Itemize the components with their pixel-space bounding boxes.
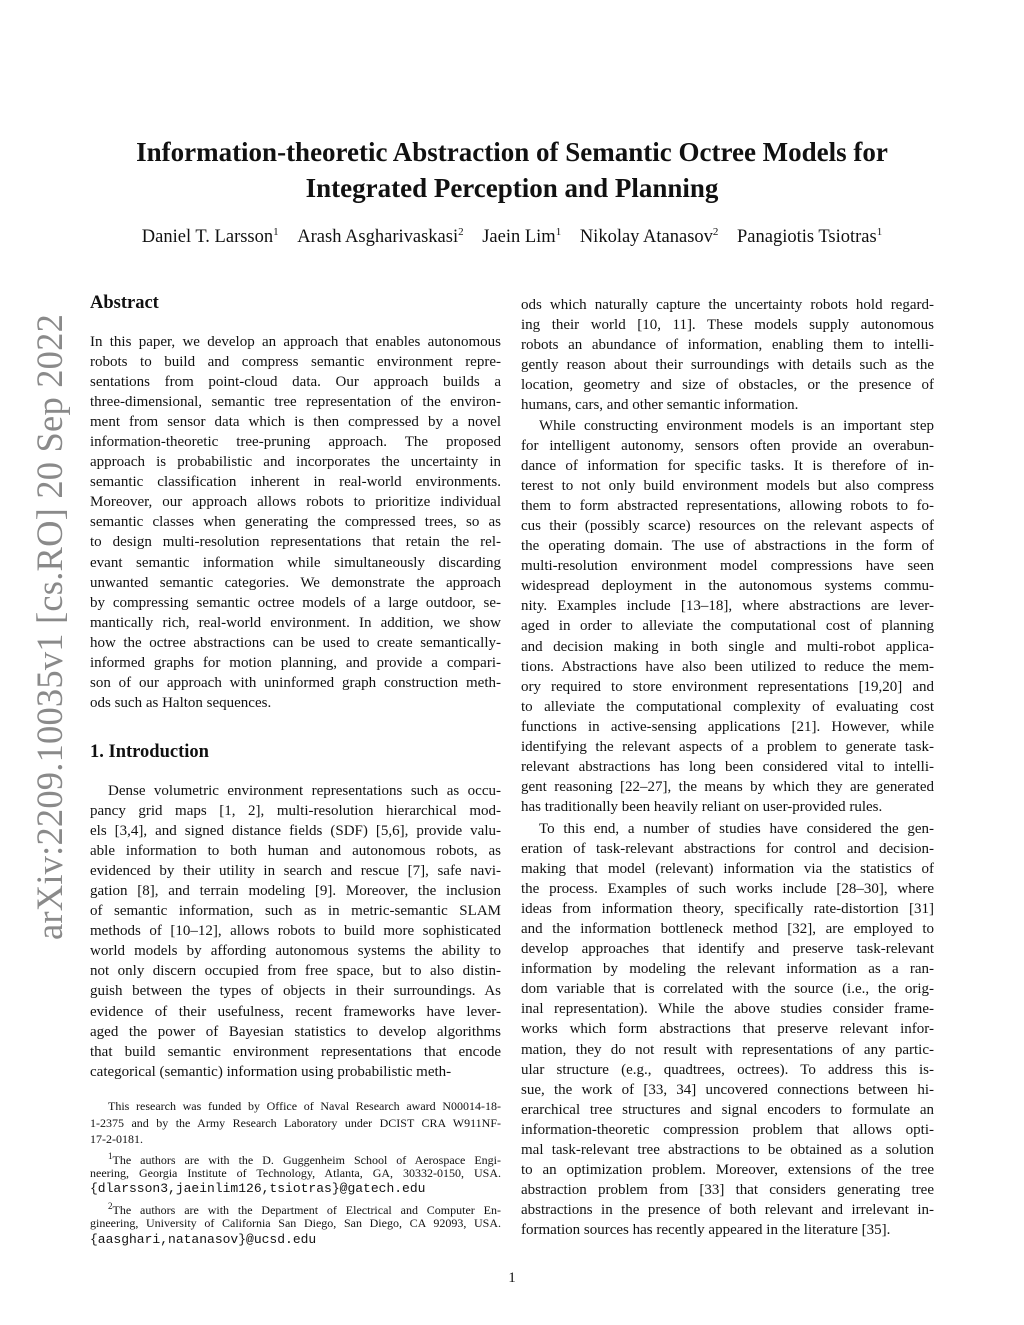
text-line: making that model (relevant) information via the statistics of: [521, 861, 934, 878]
author: Arash Asgharivaskasi$^2$: [297, 226, 464, 247]
text-line: mal task-relevant tree abstractions to be obtained as a solution: [521, 1141, 934, 1158]
affiliation-footnote-2: [90, 1198, 501, 1248]
text-line: dance of information for specific tasks. It is therefore of in-: [521, 458, 934, 475]
text-line: evant semantic information while simultaneously discarding: [90, 554, 501, 571]
text-line: dom variable that is correlated with the source (i.e., the orig-: [521, 981, 934, 998]
text-line: Dense volumetric environment representations such as occu-: [108, 783, 501, 799]
text-line: cus their (possibly scarce) resources on the relevant aspects of: [521, 518, 934, 535]
text-line: information-theoretic compression problem that allows opti-: [521, 1121, 934, 1138]
text-line: aged in order to alleviate the computational cost of planning: [521, 618, 934, 635]
text-line: that build semantic environment representations that encode: [90, 1043, 501, 1060]
footnote-line: $^1$The authors are with the D. Guggenheim School of Aerospace Engi-: [108, 1151, 501, 1168]
text-line: erarchical tree structures and signal encoders to formulate an: [521, 1101, 934, 1118]
text-line: not only discern occupied from free space, but to also distin-: [90, 963, 501, 980]
text-line: methods of [10–12], allows robots to build more sophisticated: [90, 923, 501, 940]
text-line: information-theoretic tree-pruning approach. The proposed: [90, 434, 501, 451]
arxiv-identifier: arXiv:2209.10035v1 [cs.RO] 20 Sep 2022: [29, 313, 70, 940]
title-line: Information-theoretic Abstraction of Semantic Octree Models for: [136, 137, 888, 167]
paper-title: [80, 134, 944, 206]
author: Panagiotis Tsiotras$^1$: [737, 226, 883, 247]
introduction-body: [90, 781, 501, 1082]
text-line: three-dimensional, semantic tree representation of the environ-: [90, 394, 501, 411]
text-line: categorical (semantic) information using probabilistic meth-: [90, 1063, 452, 1080]
footnotes: [90, 1098, 501, 1248]
text-line: abstractions in the presence of both relevant and irrelevant in-: [521, 1201, 934, 1218]
footnote-line: gineering, University of California San Diego, San Diego, CA 92093, USA.: [90, 1215, 501, 1230]
text-line: ment from sensor data which is then compressed by a novel: [90, 414, 501, 431]
text-line: by compressing semantic octree models of a large outdoor, se-: [90, 594, 501, 611]
text-line: has traditionally been heavily reliant on user-provided rules.: [521, 798, 883, 815]
author: Nikolay Atanasov$^2$: [579, 226, 719, 247]
title-line: Integrated Perception and Planning: [305, 173, 719, 203]
text-line: ular structure (e.g., quadtrees, octrees). To address this is-: [521, 1061, 934, 1078]
affiliation-footnote-1: [90, 1148, 501, 1198]
text-line: aged the power of Bayesian statistics to develop algorithms: [90, 1023, 501, 1040]
text-line: to an optimization problem. Moreover, extensions of the tree: [521, 1161, 934, 1178]
text-line: location, geometry and size of obstacles, or the presence of: [521, 377, 934, 394]
text-line: sentations from point-cloud data. Our approach builds a: [90, 374, 501, 391]
funding-footnote: [90, 1098, 501, 1148]
text-line: gently reason about their surroundings with details such as the: [521, 357, 934, 374]
text-line: els [3,4], and signed distance fields (SDF) [5,6], provide valu-: [90, 823, 501, 840]
text-line: humans, cars, and other semantic information.: [521, 397, 799, 414]
text-line: develop approaches that identify and preserve task-relevant: [521, 941, 934, 958]
text-line: In this paper, we develop an approach that enables autonomous: [90, 334, 501, 350]
text-line: gent reasoning [22–27], the means by which they are generated: [521, 778, 934, 795]
text-line: mantically rich, real-world environment. In addition, we show: [90, 614, 501, 631]
text-line: semantic classification inherent in real-world environments.: [90, 474, 501, 491]
text-line: abstraction problem from [33] that considers generating tree: [521, 1181, 934, 1198]
text-line: ing their world [10, 11]. These models supply autonomous: [521, 317, 934, 334]
introduction-heading: 1. Introduction: [90, 742, 209, 762]
text-line: sue, the work of [33, 34] uncovered connections between hi-: [521, 1081, 934, 1098]
text-line: information by modeling the relevant information as a ran-: [521, 961, 934, 978]
text-line: nity. Examples include [13–18], where abstractions are lever-: [521, 598, 934, 615]
text-line: able information to both human and autonomous robots, as: [90, 843, 501, 860]
email-address: {aasghari,natanasov}@ucsd.edu: [90, 1231, 317, 1247]
paragraph: [521, 819, 934, 1240]
text-line: son of our approach with uninformed graph construction meth-: [90, 674, 501, 691]
text-line: to alleviate the computational complexity of evaluating cost: [521, 698, 934, 715]
text-line: 17-2-0181.: [90, 1132, 143, 1147]
text-line: 1-2375 and by the Army Research Laboratory under DCIST CRA W911NF-: [90, 1115, 501, 1130]
text-line: identifying the relevant aspects of a problem to generate task-: [521, 738, 934, 755]
text-line: ods which naturally capture the uncertainty robots hold regard-: [521, 297, 934, 313]
text-line: them to form abstracted representations, allowing robots to fo-: [521, 498, 934, 515]
text-line: widespread deployment in the autonomous systems commu-: [521, 578, 934, 595]
footnote-line: $^2$The authors are with the Department of Electrical and Computer En-: [108, 1201, 501, 1218]
author-list: [60, 227, 964, 248]
text-line: and the information bottleneck method [32], are employed to: [521, 921, 934, 938]
text-line: the operating domain. The use of abstractions in the form of: [521, 538, 934, 555]
text-line: multi-resolution environment model compressions have seen: [521, 558, 934, 575]
text-line: terest to not only build environment models but also compress: [521, 478, 934, 495]
text-line: evidence of their usefulness, recent frameworks have lever-: [90, 1003, 501, 1020]
footnote-line: neering, Georgia Institute of Technology, Atlanta, GA, 30332-0150, USA.: [90, 1165, 501, 1180]
text-line: relevant abstractions has long been considered vital to intelli-: [521, 758, 934, 775]
text-line: guish between the types of objects in their surroundings. As: [90, 983, 501, 1000]
text-line: gation [8], and terrain modeling [9]. Moreover, the inclusion: [90, 883, 501, 900]
text-line: unwanted semantic categories. We demonstrate the approach: [90, 574, 501, 591]
text-line: ideas from information theory, specifically rate-distortion [31]: [521, 901, 934, 918]
text-line: and decision making in both single and multi-robot applica-: [521, 638, 934, 655]
text-line: While constructing environment models is an important step: [539, 418, 934, 434]
text-line: works which form abstractions that preserve relevant infor-: [521, 1021, 934, 1038]
abstract-heading: Abstract: [90, 293, 159, 313]
text-line: To this end, a number of studies have considered the gen-: [539, 821, 934, 837]
text-line: informed graphs for motion planning, and provide a compari-: [90, 654, 501, 671]
author: Jaein Lim$^1$: [482, 226, 562, 247]
text-line: mation, they do not result with representations of any partic-: [521, 1041, 934, 1058]
paragraph: [521, 295, 934, 415]
paragraph: [521, 416, 934, 817]
text-line: eration of task-relevant abstractions for control and decision-: [521, 841, 934, 858]
email-address: {dlarsson3,jaeinlim126,tsiotras}@gatech.edu: [90, 1181, 426, 1197]
text-line: This research was funded by Office of Naval Research award N00014-18-: [108, 1099, 501, 1113]
page-number: 1: [508, 1270, 516, 1286]
text-line: ods such as Halton sequences.: [90, 694, 272, 711]
text-line: formation sources has recently appeared in the literature [35].: [521, 1221, 891, 1238]
text-line: pancy grid maps [1, 2], multi-resolution hierarchical mod-: [90, 803, 501, 820]
text-line: robots an abundance of information, enabling them to intelli-: [521, 337, 934, 354]
text-line: semantic classes when generating the compressed trees, so as: [90, 514, 501, 531]
text-line: the process. Examples of such works include [28–30], where: [521, 881, 934, 898]
text-line: robots to build and compress semantic environment repre-: [90, 354, 501, 371]
text-line: tions. Abstractions have also been utilized to reduce the mem-: [521, 658, 934, 675]
text-line: to design multi-resolution representations that retain the rel-: [90, 534, 501, 551]
text-line: inal representation). While the above studies consider frame-: [521, 1001, 934, 1018]
text-line: ory required to store environment representations [19,20] and: [521, 678, 934, 695]
text-line: approach is probabilistic and incorporates the uncertainty in: [90, 454, 501, 471]
text-line: world models by affording autonomous systems the ability to: [90, 943, 501, 960]
text-line: how the octree abstractions can be used to create semantically-: [90, 634, 501, 651]
abstract-body: [90, 332, 501, 713]
text-line: Moreover, our approach allows robots to prioritize individual: [90, 494, 501, 511]
text-line: of semantic information, such as in metric-semantic SLAM: [90, 903, 501, 920]
text-line: for intelligent autonomy, sensors often provide an overabun-: [521, 438, 934, 455]
text-line: evidenced by their utility in search and rescue [7], safe navi-: [90, 863, 501, 880]
author: Daniel T. Larsson$^1$: [141, 226, 279, 247]
text-line: functions in active-sensing applications [21]. However, while: [521, 718, 934, 735]
